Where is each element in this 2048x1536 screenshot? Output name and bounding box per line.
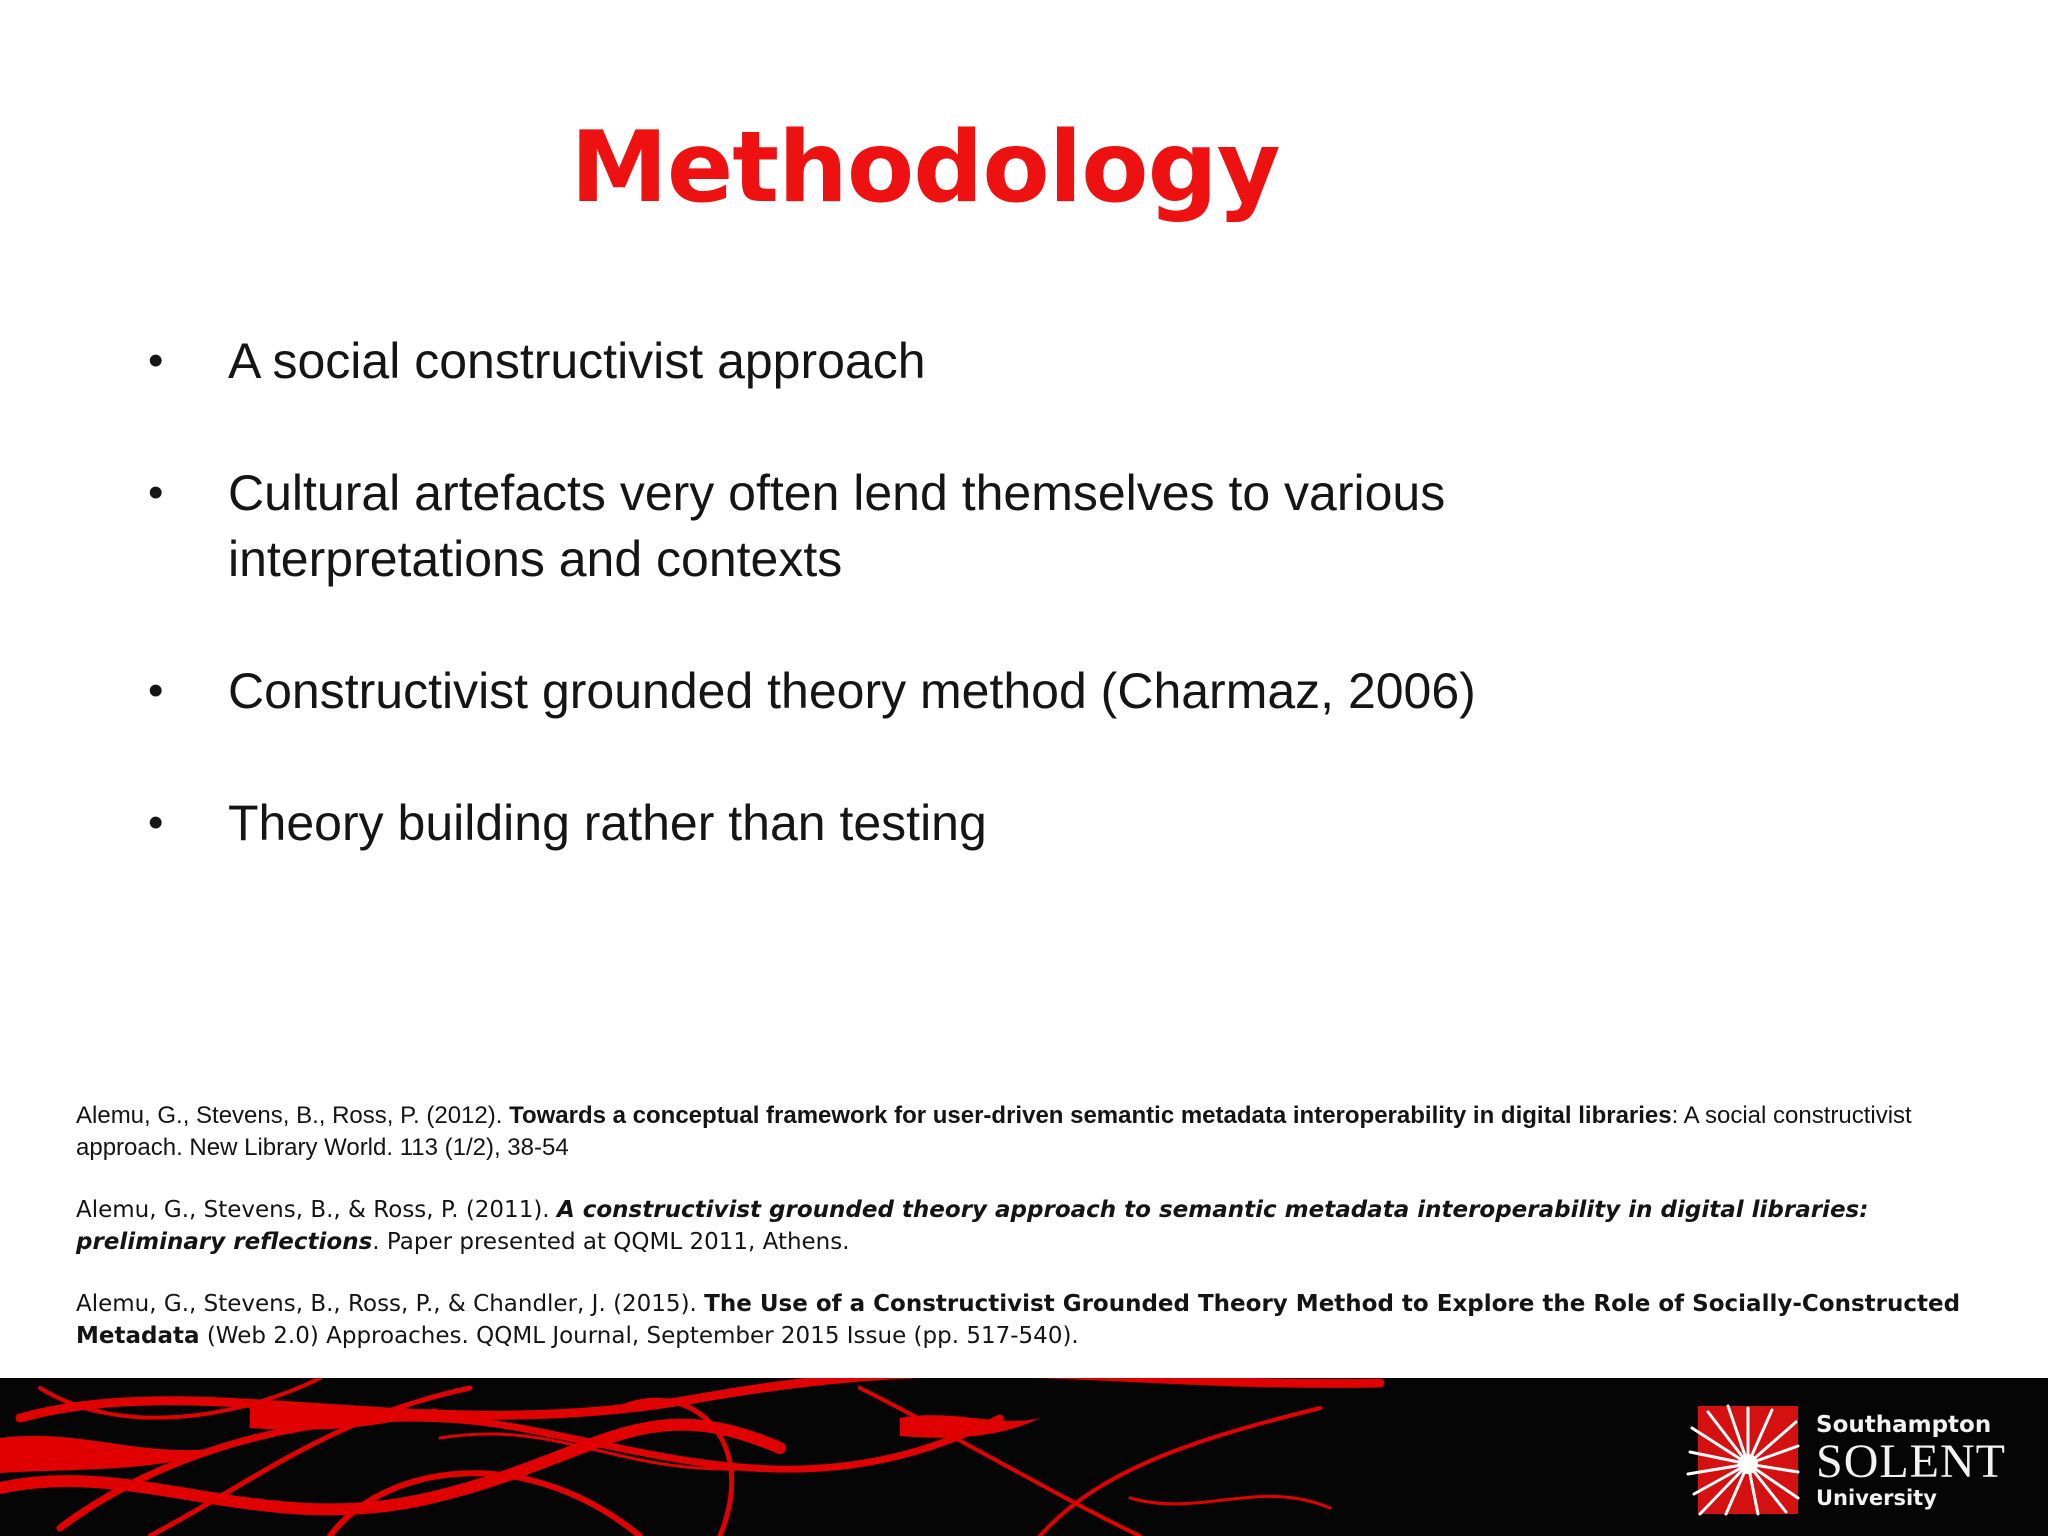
red-swirl-graphic: [0, 1378, 1700, 1536]
reference-title: Towards a conceptual framework for user-driven semantic metadata interoperability in digital libraries: [509, 1102, 1672, 1129]
references: [76, 1100, 2016, 1382]
logo-line-southampton: Southampton: [1816, 1412, 1992, 1438]
bullet-item: • Cultural artefacts very often lend themselves to various interpretations and contexts: [148, 460, 1648, 592]
reference-source: . Paper presented at QQML 2011, Athens.: [372, 1229, 850, 1255]
reference-item: [76, 1194, 2016, 1258]
reference-authors: Alemu, G., Stevens, B., Ross, P., & Chandler, J. (2015).: [76, 1291, 705, 1317]
reference-item: [76, 1100, 1936, 1164]
bullet-item: • Constructivist grounded theory method (Charmaz, 2006): [148, 658, 1748, 724]
bullet-item: • A social constructivist approach: [148, 328, 1748, 394]
logo-line-university: University: [1816, 1486, 1937, 1510]
starburst-icon: [1686, 1402, 1806, 1522]
reference-title: The Use of a Constructivist Grounded Theory Method to Explore the Role of Socially-Constructed Metadata: [76, 1291, 1961, 1349]
bullet-list: [148, 328, 1748, 856]
logo-line-solent: SOLENT: [1816, 1435, 2006, 1488]
bullet-item: • Theory building rather than testing: [148, 790, 1748, 856]
reference-authors: Alemu, G., Stevens, B., & Ross, P. (2011).: [76, 1197, 557, 1223]
slide-title: Methodology: [570, 111, 1280, 225]
logo-wordmark: [1816, 1412, 2006, 1510]
reference-source: (Web 2.0) Approaches. QQML Journal, September 2015 Issue (pp. 517-540).: [199, 1323, 1079, 1349]
reference-authors: Alemu, G., Stevens, B., Ross, P. (2012).: [76, 1102, 510, 1129]
solent-university-logo: [1686, 1402, 2026, 1522]
footer-banner: [0, 1378, 2048, 1536]
reference-item: [76, 1288, 2016, 1352]
reference-source: : A social constructivist approach. New Library World. 113 (1/2), 38-54: [76, 1102, 1912, 1161]
reference-title: A constructivist grounded theory approach to semantic metadata interoperability in digital libraries: preliminary reflections: [76, 1197, 1869, 1255]
